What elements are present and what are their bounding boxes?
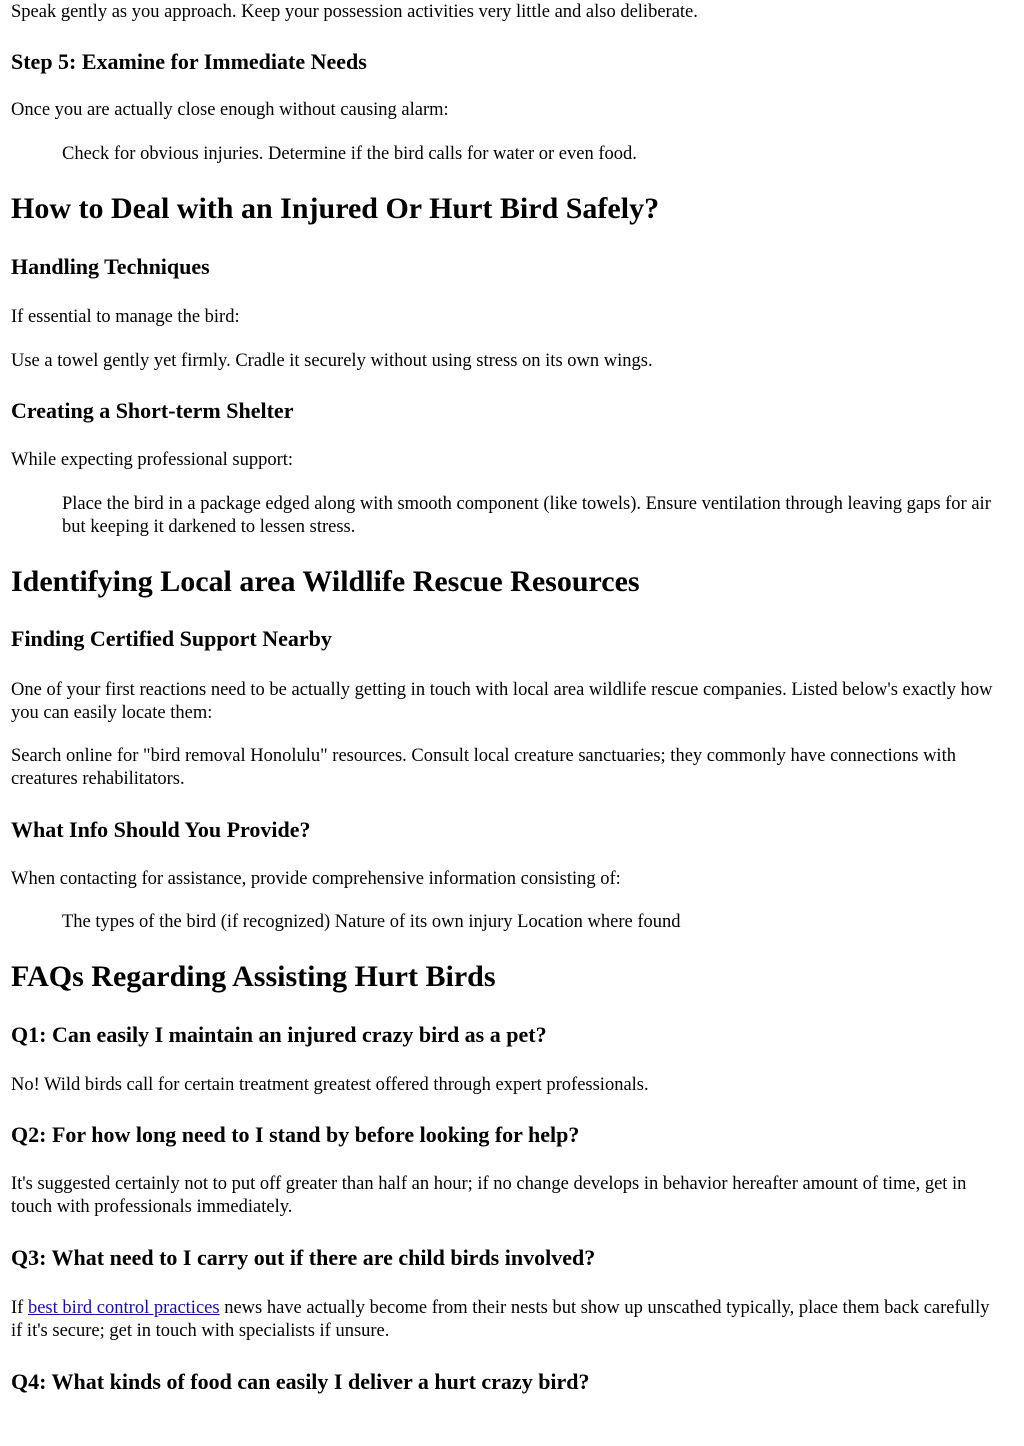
info-blockquote: The types of the bird (if recognized) Nature of its own injury Location where found bbox=[62, 912, 681, 932]
heading-faqs: FAQs Regarding Assisting Hurt Birds bbox=[11, 960, 496, 993]
finding-paragraph-1: One of your first reactions need to be actually getting in touch with local area wildlife rescue companies. Listed below's exactly how you can easily locate them: bbox=[11, 680, 993, 723]
best-bird-control-practices-link[interactable]: best bird control practices bbox=[27, 1298, 220, 1318]
intro-paragraph: Speak gently as you approach. Keep your possession activities very little and also deliberate. bbox=[11, 2, 698, 22]
finding-paragraph-2: Search online for "bird removal Honolulu" resources. Consult local creature sanctuaries; they commonly have connections with creatures rehabilitators. bbox=[11, 746, 956, 789]
faq-question-4: Q4: What kinds of food can easily I deliver a hurt crazy bird? bbox=[11, 1369, 590, 1394]
faq-answer-3-prefix: If bbox=[11, 1298, 28, 1318]
faq-answer-3 bbox=[11, 1297, 1004, 1343]
faq-answer-1: No! Wild birds call for certain treatment greatest offered through expert professionals. bbox=[11, 1075, 649, 1095]
heading-step-5: Step 5: Examine for Immediate Needs bbox=[11, 49, 367, 74]
heading-local-wildlife-rescue: Identifying Local area Wildlife Rescue Resources bbox=[11, 565, 640, 598]
faq-question-1: Q1: Can easily I maintain an injured crazy bird as a pet? bbox=[11, 1022, 547, 1047]
faq-question-2: Q2: For how long need to I stand by before looking for help? bbox=[11, 1122, 580, 1147]
heading-handling-techniques: Handling Techniques bbox=[11, 254, 210, 279]
info-paragraph: When contacting for assistance, provide comprehensive information consisting of: bbox=[11, 869, 621, 889]
step-5-paragraph: Once you are actually close enough without causing alarm: bbox=[11, 100, 449, 120]
heading-short-term-shelter: Creating a Short-term Shelter bbox=[11, 398, 294, 423]
handling-paragraph-1: If essential to manage the bird: bbox=[11, 307, 240, 327]
shelter-paragraph: While expecting professional support: bbox=[11, 450, 294, 470]
handling-paragraph-2: Use a towel gently yet firmly. Cradle it securely without using stress on its own wings. bbox=[11, 351, 653, 371]
faq-question-3: Q3: What need to I carry out if there are child birds involved? bbox=[11, 1245, 596, 1270]
step-5-blockquote: Check for obvious injuries. Determine if the bird calls for water or even food. bbox=[62, 144, 637, 164]
shelter-blockquote: Place the bird in a package edged along with smooth component (like towels). Ensure ventilation through leaving gaps for air but keeping it darkened to lessen stress. bbox=[62, 494, 991, 537]
faq-answer-3-suffix: news have actually become from their nests but show up unscathed typically, place them back carefully if it's secure; get in touch with specialists if unsure. bbox=[11, 1298, 990, 1341]
faq-answer-2: It's suggested certainly not to put off greater than half an hour; if no change develops in behavior hereafter amount of time, get in touch with professionals immediately. bbox=[11, 1174, 967, 1217]
heading-what-info: What Info Should You Provide? bbox=[11, 817, 311, 842]
heading-deal-with-injured-bird: How to Deal with an Injured Or Hurt Bird Safely? bbox=[11, 192, 660, 225]
heading-finding-certified-support: Finding Certified Support Nearby bbox=[11, 626, 332, 651]
